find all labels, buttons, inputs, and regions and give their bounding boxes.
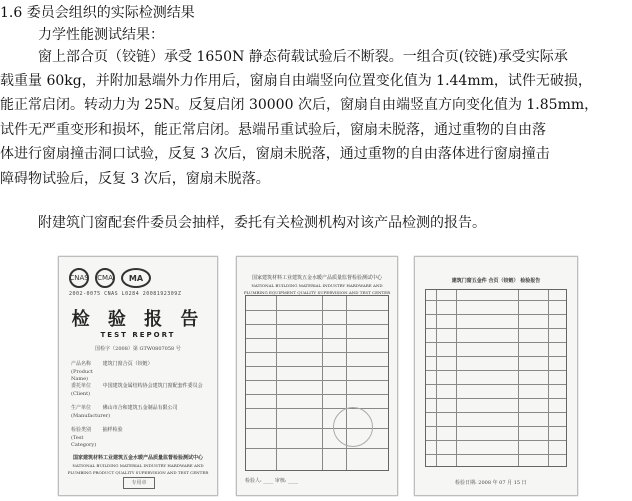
field-key: 委托单位: [71, 383, 92, 389]
report-page-header: [243, 275, 391, 296]
paragraph-line: 试件无严重变形和损坏，能正常启闭。悬端吊重试验后，窗扇未脱落，通过重物的自由落: [0, 122, 546, 138]
field-key: (Manufacturer): [71, 413, 111, 419]
report-number: 国检字（2008）第 GTW0807058 号: [95, 346, 181, 352]
cover-field: [71, 383, 205, 390]
field-value: 中国建筑金属结构协会建筑门窗配套件委员会: [102, 383, 203, 389]
closing-paragraph: 附建筑门窗配套件委员会抽样，委托有关检测机构对该产品检测的报告。: [38, 215, 486, 231]
paragraph-line: 障碍物试验后，反复 3 次后，窗扇未脱落。: [0, 171, 270, 187]
report-title-en: TEST REPORT: [100, 331, 176, 339]
cover-field: [71, 369, 205, 383]
field-value: 佛山市合和建筑五金制品有限公司: [102, 405, 178, 411]
cover-footer-en: NATIONAL BUILDING MATERIAL INDUSTRY HARDWARE AND PLUMBING PRODUCT QUALITY SUPERVISION AND TEST CENTER: [67, 463, 209, 475]
cma-logo-icon: CMA: [95, 268, 115, 288]
field-key: 产品名称: [71, 361, 92, 367]
report-cover-image: [58, 256, 218, 496]
report-table: [245, 295, 389, 471]
report-page-footer: 检验人: ____ 审核: ____: [245, 478, 299, 484]
field-value: 抽样检验: [102, 427, 123, 433]
cnas-logo-icon: CNAS: [69, 268, 89, 288]
field-key: 生产单位: [71, 405, 92, 411]
paragraph-line: 窗上部合页（铰链）承受 1650N 静态荷载试验后不断裂。一组合页(铰链)承受实际承: [38, 49, 568, 65]
certification-logos: [69, 267, 207, 289]
report-page-header-cn: 国家建筑材料工业建筑五金水暖产品质量监督检验测试中心: [251, 275, 382, 281]
seal-stamp: 专用章: [123, 477, 155, 489]
field-key: (Product Name): [71, 369, 93, 382]
cover-field: [71, 361, 205, 368]
results-header: 建筑门窗五金件 合页（铰链） 检验报告: [451, 278, 541, 284]
paragraph-line: 载重量 60kg，并附加悬端外力作用后，窗扇自由端竖向位置变化值为 1.44mm，试件无破损，: [0, 73, 592, 89]
seal-stamp: [333, 407, 373, 447]
cover-field: [71, 405, 205, 412]
cover-footer: [65, 455, 211, 476]
cover-field: [71, 391, 205, 398]
cover-field: [71, 413, 205, 420]
report-results-image: [414, 256, 578, 496]
ma-logo-icon: MA: [121, 268, 151, 288]
field-key: (Test Category): [71, 435, 97, 448]
cover-footer-cn: 国家建筑材料工业建筑五金水暖产品质量监督检验测试中心: [72, 455, 203, 461]
paragraph-line: 能正常启闭。转动力为 25N。反复启闭 30000 次后，窗扇自由端竖直方向变化值为 1.85mm，: [0, 97, 599, 113]
field-key: (Client): [71, 391, 91, 397]
results-footer: 检验日期: 2008 年 07 月 15 日: [455, 480, 527, 486]
field-key: 检验类别: [71, 427, 92, 433]
cover-field: [71, 427, 205, 434]
logo-code-text: 2002-0075 CNAS L0284 2008192309Z: [69, 291, 182, 297]
field-value: 建筑门窗合页（铰链）: [102, 361, 153, 367]
cover-field: [71, 435, 205, 449]
report-page-header-en: NATIONAL BUILDING MATERIAL INDUSTRY HARDWARE AND PLUMBING EQUIPMENT QUALITY SUPERVISION AND TEST CENTER: [243, 283, 391, 295]
subsection-heading: 力学性能测试结果：: [38, 27, 164, 43]
report-page-image: [236, 256, 398, 496]
report-title: 检 验 报 告: [71, 309, 205, 330]
results-table: [425, 289, 567, 467]
section-heading: 1.6 委员会组织的实际检测结果: [0, 5, 195, 21]
paragraph-line: 体进行窗扇撞击洞口试验，反复 3 次后，窗扇未脱落，通过重物的自由落体进行窗扇撞击: [0, 146, 550, 162]
